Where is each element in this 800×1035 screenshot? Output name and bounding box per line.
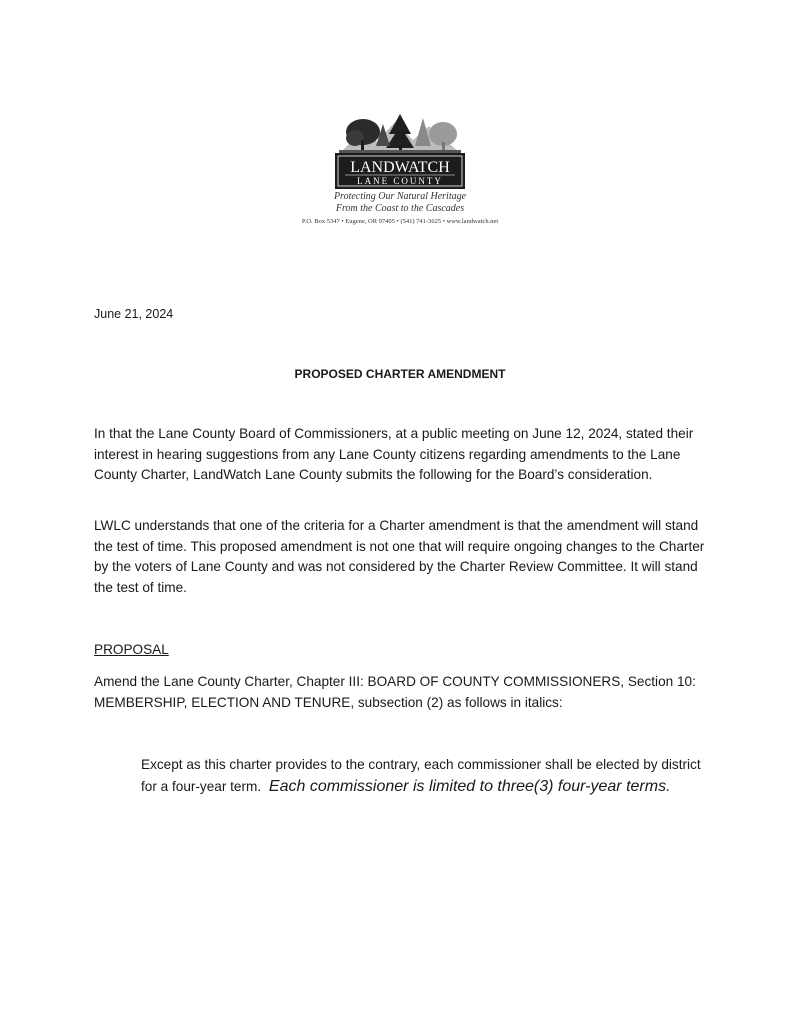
criteria-paragraph: LWLC understands that one of the criteria for a Charter amendment is that the amendment will stand the test of time. This proposed amendment is not one that will require ongoing changes to the Charter by the voters of Lane County and was not considered by the Charter Review Committee. It will stand the test of time. — [94, 518, 705, 595]
logo-text-landwatch: LANDWATCH — [350, 159, 450, 176]
tagline-line-1: Protecting Our Natural Heritage — [333, 191, 467, 202]
landwatch-logo — [333, 112, 467, 190]
letter-date: June 21, 2024 — [94, 307, 174, 321]
charter-quote-text: Except as this charter provides to the contrary, each commissioner shall be elected by district for a four-year term. — [141, 757, 701, 794]
logo-text-lane-county: LANE COUNTY — [357, 176, 443, 186]
amendment-paragraph: Amend the Lane County Charter, Chapter III: BOARD OF COUNTY COMMISSIONERS, Section 10: MEMBERSHIP, ELECTION AND TENURE, subsection (2) as follows in italics: — [94, 674, 696, 710]
organization-address: P.O. Box 5347 • Eugene, OR 97405 • (541) 741-3625 • www.landwatch.net — [301, 218, 499, 225]
letterhead — [200, 112, 600, 226]
tagline-line-2: From the Coast to the Cascades — [335, 203, 465, 214]
intro-paragraph: In that the Lane County Board of Commissioners, at a public meeting on June 12, 2024, stated their interest in hearing suggestions from any Lane County citizens regarding amendments to the Lane County Charter, LandWatch Lane County submits the following for the Board’s consideration. — [94, 426, 694, 482]
charter-quote-emphasis: Each commissioner is limited to three(3) four-year terms. — [268, 778, 671, 795]
proposal-heading: PROPOSAL — [94, 642, 169, 657]
document-title: PROPOSED CHARTER AMENDMENT — [294, 367, 506, 381]
charter-quote — [141, 754, 711, 798]
